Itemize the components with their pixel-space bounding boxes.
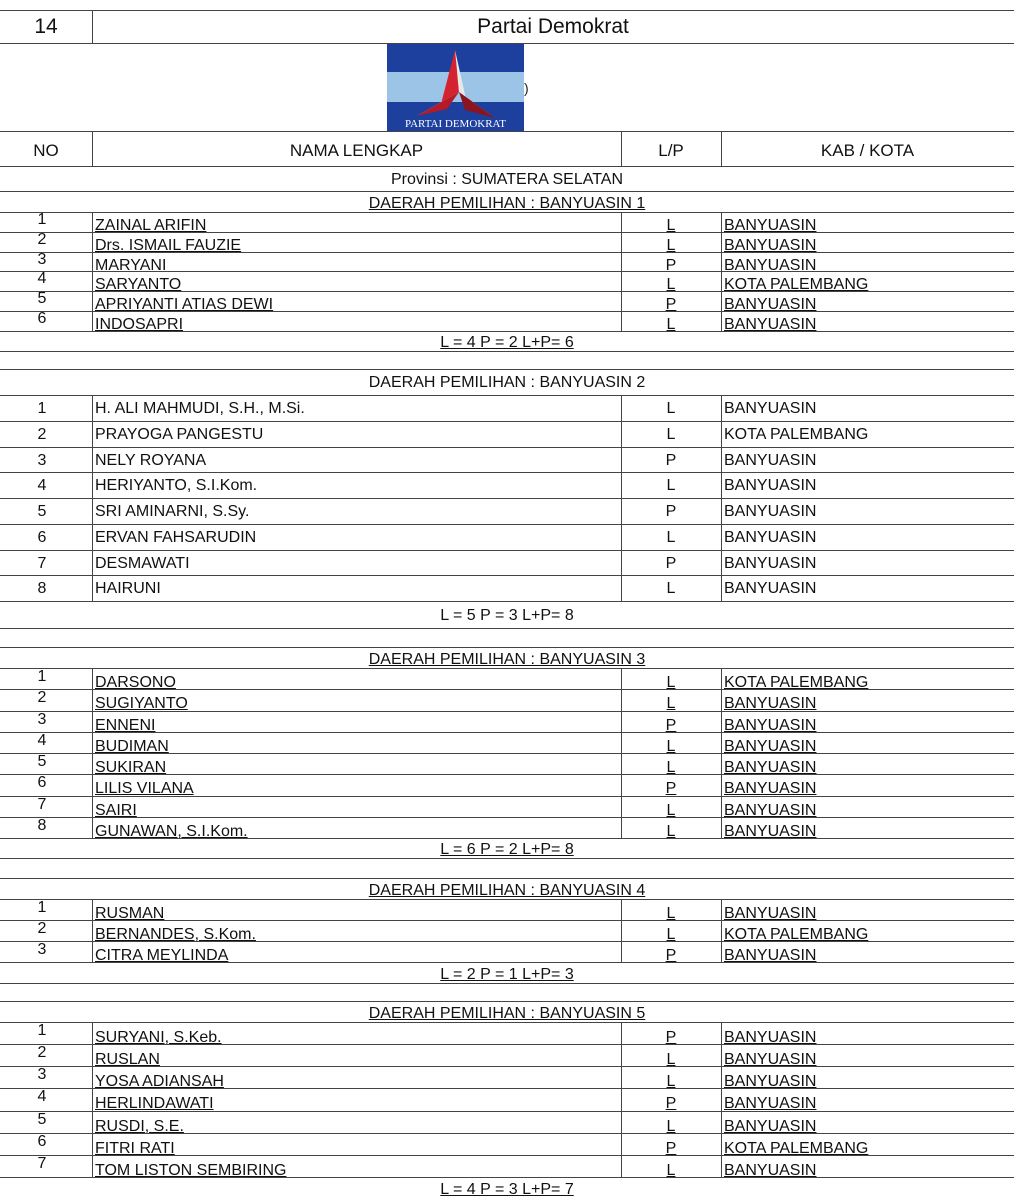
candidate-number: 3 [37, 1066, 47, 1084]
candidate-name: FITRI RATI [95, 1139, 175, 1155]
column-divider [721, 212, 722, 331]
column-divider [621, 212, 622, 331]
candidate-gender: L [666, 1161, 676, 1177]
candidate-name: SARYANTO [95, 276, 182, 292]
candidate-name: H. ALI MAHMUDI, S.H., M.Si. [95, 400, 305, 417]
candidate-regency: BANYUASIN [724, 451, 817, 469]
candidate-name: BUDIMAN [95, 737, 169, 753]
candidate-name: LILIS VILANA [95, 780, 194, 796]
dapil-title: DAERAH PEMILIHAN : BANYUASIN 1 [368, 195, 646, 212]
candidate-name: RUSDI, S.E. [95, 1117, 184, 1133]
candidate-number: 4 [37, 271, 47, 288]
candidate-regency: BANYUASIN [724, 217, 817, 232]
candidate-gender: L [666, 905, 676, 920]
province-label: Provinsi : SUMATERA SELATAN [390, 171, 624, 188]
candidate-regency: BANYUASIN [724, 528, 817, 546]
candidate-number: 7 [37, 554, 47, 572]
candidate-gender: L [666, 1073, 676, 1089]
column-divider [721, 131, 722, 166]
column-divider [92, 668, 93, 838]
candidate-gender: L [666, 926, 676, 941]
candidate-name: MARYANI [95, 256, 167, 272]
candidate-regency: BANYUASIN [724, 801, 817, 817]
column-divider [621, 668, 622, 838]
candidate-number: 2 [37, 425, 47, 443]
candidate-number: 7 [37, 795, 47, 813]
candidate-gender: P [665, 1139, 677, 1155]
column-divider [721, 668, 722, 838]
candidate-gender: L [666, 217, 676, 232]
candidate-regency: BANYUASIN [724, 1029, 817, 1045]
candidate-number: 8 [37, 580, 47, 598]
column-header-no: NO [33, 141, 59, 160]
candidate-gender: P [665, 1095, 677, 1111]
candidate-regency: KOTA PALEMBANG [724, 276, 869, 292]
candidate-gender: L [666, 580, 676, 598]
candidate-name: SURYANI, S.Keb. [95, 1029, 222, 1045]
candidate-number: 3 [37, 941, 47, 958]
column-divider [721, 395, 722, 601]
candidate-number: 5 [37, 1110, 47, 1128]
dapil-title: DAERAH PEMILIHAN : BANYUASIN 4 [368, 882, 646, 899]
dapil-summary: L = 4 P = 3 L+P= 7 [440, 1180, 574, 1198]
column-header-kab: KAB / KOTA [820, 141, 915, 160]
candidate-gender: L [666, 737, 676, 753]
candidate-name: RUSLAN [95, 1051, 160, 1067]
candidate-number: 6 [37, 1132, 47, 1150]
candidate-number: 5 [37, 291, 47, 308]
candidate-gender: P [665, 503, 677, 520]
candidate-regency: KOTA PALEMBANG [724, 425, 869, 443]
candidate-gender: L [666, 822, 676, 838]
candidate-name: APRIYANTI ATIAS DEWI [95, 296, 274, 312]
candidate-number: 4 [37, 1088, 47, 1106]
candidate-gender: L [666, 1051, 676, 1067]
candidate-regency: BANYUASIN [724, 1051, 817, 1067]
candidate-name: Drs. ISMAIL FAUZIE [95, 236, 242, 252]
row-divider [0, 351, 1014, 352]
candidate-number: 4 [37, 731, 47, 749]
candidate-regency: BANYUASIN [724, 400, 817, 417]
candidate-number: 2 [37, 920, 47, 937]
candidate-regency: BANYUASIN [724, 477, 817, 495]
candidate-name: YOSA ADIANSAH [95, 1073, 224, 1089]
candidate-regency: BANYUASIN [724, 236, 817, 252]
candidate-regency: KOTA PALEMBANG [724, 926, 869, 941]
candidate-gender: L [666, 400, 676, 417]
column-header-name: NAMA LENGKAP [289, 141, 424, 160]
candidate-number: 6 [37, 774, 47, 792]
candidate-number: 5 [37, 753, 47, 770]
candidate-number: 3 [37, 451, 47, 469]
candidate-gender: P [665, 716, 677, 732]
candidate-number: 6 [37, 528, 47, 546]
candidate-regency: BANYUASIN [724, 780, 817, 796]
candidate-regency: BANYUASIN [724, 316, 817, 331]
candidate-name: RUSMAN [95, 905, 165, 920]
dapil-title: DAERAH PEMILIHAN : BANYUASIN 2 [368, 374, 646, 391]
candidate-gender: L [666, 674, 676, 690]
candidate-gender: L [666, 236, 676, 252]
candidate-number: 3 [37, 710, 47, 728]
column-divider [92, 899, 93, 962]
candidate-regency: BANYUASIN [724, 695, 817, 711]
candidate-regency: BANYUASIN [724, 822, 817, 838]
candidate-name: HAIRUNI [95, 580, 161, 598]
candidate-gender: P [665, 296, 677, 312]
candidate-regency: BANYUASIN [724, 905, 817, 920]
dapil-title: DAERAH PEMILIHAN : BANYUASIN 5 [368, 1005, 646, 1022]
row-divider [0, 628, 1014, 629]
column-divider [621, 899, 622, 962]
candidate-regency: BANYUASIN [724, 580, 817, 598]
party-number: 14 [34, 15, 58, 38]
candidate-number: 1 [37, 899, 47, 916]
candidate-name: SUKIRAN [95, 759, 167, 775]
candidate-regency: BANYUASIN [724, 737, 817, 753]
candidate-gender: L [666, 801, 676, 817]
stray-mark: ) [524, 80, 529, 96]
candidate-gender: L [666, 528, 676, 546]
candidate-number: 6 [37, 311, 47, 328]
candidate-number: 2 [37, 1044, 47, 1062]
candidate-number: 3 [37, 251, 47, 268]
candidate-name: BERNANDES, S.Kom. [95, 926, 256, 941]
candidate-name: ERVAN FAHSARUDIN [95, 528, 257, 546]
candidate-name: HERIYANTO, S.I.Kom. [95, 477, 258, 495]
dapil-summary: L = 5 P = 3 L+P= 8 [440, 607, 574, 624]
column-header-lp: L/P [658, 141, 684, 160]
column-divider [621, 395, 622, 601]
candidate-gender: L [666, 695, 676, 711]
candidate-name: TOM LISTON SEMBIRING [95, 1161, 287, 1177]
candidate-number: 8 [37, 816, 47, 834]
candidate-number: 7 [37, 1154, 47, 1172]
logo-caption: PARTAI DEMOKRAT [404, 118, 507, 130]
candidate-regency: BANYUASIN [724, 503, 817, 520]
candidate-regency: KOTA PALEMBANG [724, 1139, 869, 1155]
party-logo [387, 44, 524, 131]
candidate-regency: BANYUASIN [724, 1117, 817, 1133]
candidate-gender: P [665, 780, 677, 796]
dapil-summary: L = 6 P = 2 L+P= 8 [440, 841, 574, 858]
candidate-gender: L [666, 759, 676, 775]
column-divider [92, 1022, 93, 1177]
candidate-gender: P [665, 947, 677, 962]
candidate-regency: BANYUASIN [724, 1161, 817, 1177]
row-divider [0, 983, 1014, 984]
candidate-number: 1 [37, 668, 47, 685]
candidate-number: 2 [37, 689, 47, 707]
candidate-regency: BANYUASIN [724, 1095, 817, 1111]
column-divider [621, 131, 622, 166]
candidate-gender: L [666, 425, 676, 443]
candidate-name: CITRA MEYLINDA [95, 947, 229, 962]
candidate-name: SAIRI [95, 801, 137, 817]
column-divider [92, 131, 93, 166]
candidate-gender: P [665, 256, 677, 272]
candidate-gender: L [666, 477, 676, 495]
candidate-number: 4 [37, 477, 47, 495]
candidate-regency: BANYUASIN [724, 716, 817, 732]
column-divider [721, 1022, 722, 1177]
candidate-name: ZAINAL ARIFIN [95, 217, 207, 232]
candidate-regency: BANYUASIN [724, 554, 817, 572]
candidate-number: 1 [37, 1022, 47, 1039]
candidate-name: ENNENI [95, 716, 156, 732]
candidate-name: DARSONO [95, 674, 176, 690]
candidate-regency: KOTA PALEMBANG [724, 674, 869, 690]
column-divider [721, 899, 722, 962]
candidate-number: 1 [37, 212, 47, 228]
column-divider [92, 395, 93, 601]
candidate-regency: BANYUASIN [724, 1073, 817, 1089]
candidate-gender: P [665, 554, 677, 572]
candidate-name: PRAYOGA PANGESTU [95, 425, 264, 443]
dapil-title: DAERAH PEMILIHAN : BANYUASIN 3 [368, 651, 646, 668]
candidate-name: INDOSAPRI [95, 316, 184, 331]
row-divider [0, 858, 1014, 859]
candidate-regency: BANYUASIN [724, 759, 817, 775]
candidate-number: 2 [37, 231, 47, 248]
candidate-regency: BANYUASIN [724, 296, 817, 312]
candidate-name: NELY ROYANA [95, 451, 207, 469]
candidate-gender: L [666, 1117, 676, 1133]
candidate-regency: BANYUASIN [724, 256, 817, 272]
party-logo-graphic [387, 44, 524, 131]
candidate-name: DESMAWATI [95, 554, 190, 572]
column-divider [621, 1022, 622, 1177]
candidate-name: GUNAWAN, S.I.Kom. [95, 822, 248, 838]
party-name: Partai Demokrat [477, 15, 629, 38]
candidate-name: HERLINDAWATI [95, 1095, 214, 1111]
candidate-number: 5 [37, 503, 47, 520]
candidate-gender: P [665, 1029, 677, 1045]
candidate-gender: L [666, 276, 676, 292]
candidate-number: 1 [37, 400, 47, 417]
candidate-regency: BANYUASIN [724, 947, 817, 962]
dapil-summary: L = 4 P = 2 L+P= 6 [440, 333, 574, 351]
candidate-name: SUGIYANTO [95, 695, 188, 711]
candidate-gender: L [666, 316, 676, 331]
dapil-summary: L = 2 P = 1 L+P= 3 [440, 966, 574, 983]
candidate-gender: P [665, 451, 677, 469]
candidate-name: SRI AMINARNI, S.Sy. [95, 503, 250, 520]
column-divider [92, 212, 93, 331]
